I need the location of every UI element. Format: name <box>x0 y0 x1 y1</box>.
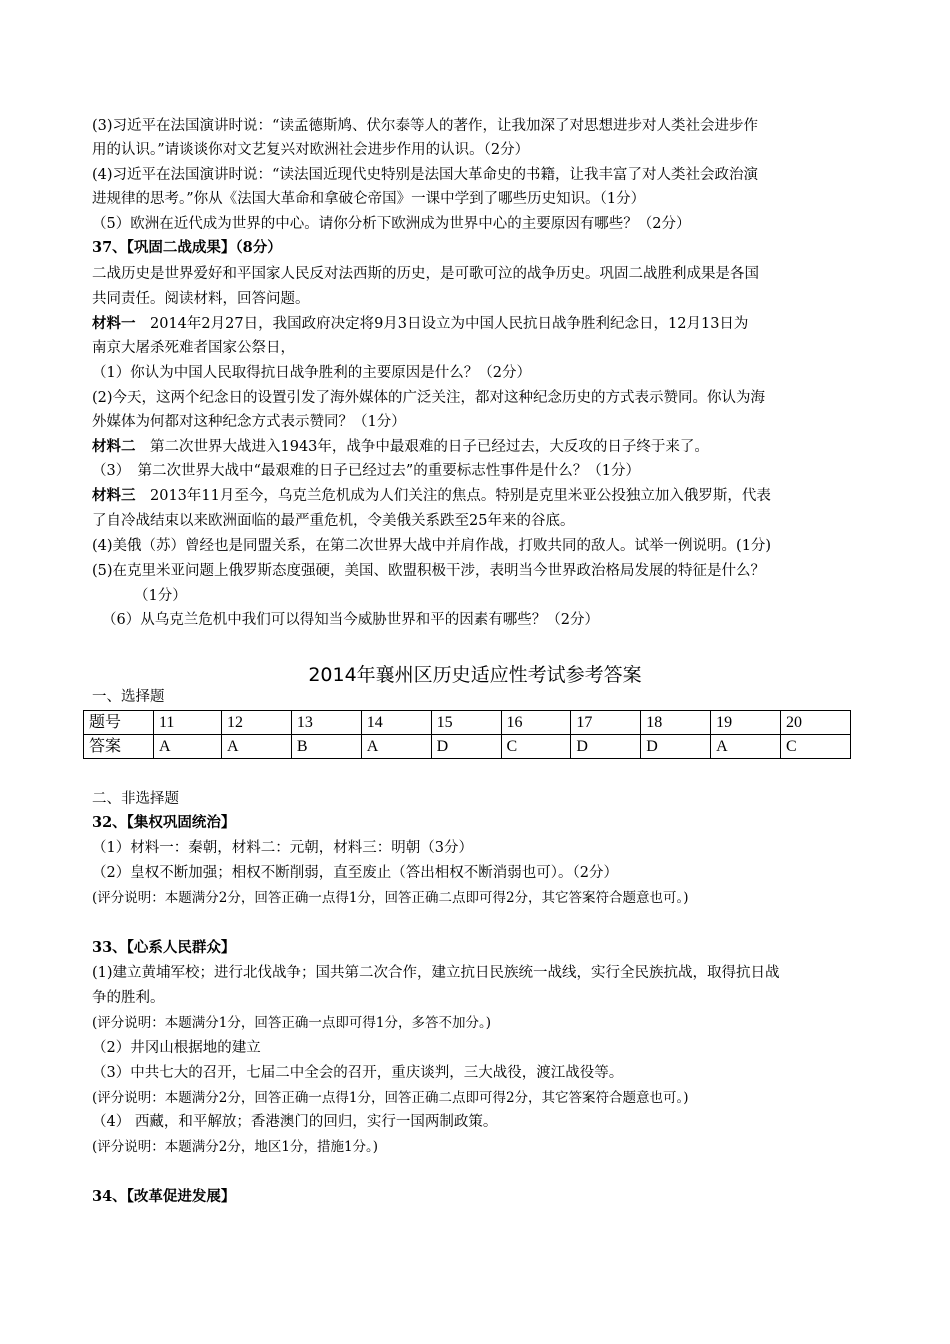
q37-part2-line2: 外媒体为何都对这种纪念方式表示赞同？（1分） <box>92 414 406 430</box>
table-cell: C <box>501 735 571 759</box>
a33-line3: （3）中共七大的召开，七届二中全会的召开，重庆谈判，三大战役，渡江战役等。 <box>92 1065 624 1081</box>
q37-intro-line2: 共同责任。阅读材料，回答问题。 <box>92 291 310 307</box>
row-label-number: 题号 <box>84 711 154 735</box>
material-3-line1 <box>92 486 771 506</box>
q36-part3-line1: (3)习近平在法国演讲时说：“读孟德斯鸠、伏尔泰等人的著作，让我加深了对思想进步对人类社会进步作 <box>92 118 758 134</box>
answer-table <box>83 710 851 759</box>
material-2 <box>92 437 709 457</box>
table-cell: D <box>431 735 501 759</box>
table-cell: 19 <box>711 711 781 735</box>
q36-part5: （5）欧洲在近代成为世界的中心。请你分析下欧洲成为世界中心的主要原因有哪些？（2分） <box>92 216 691 232</box>
section-nonchoice-heading: 二、非选择题 <box>92 791 179 807</box>
a33-scoring-note4: (评分说明：本题满分2分，地区1分，措施1分。) <box>92 1139 379 1155</box>
table-cell: A <box>361 735 431 759</box>
table-cell: A <box>222 735 292 759</box>
q37-part1: （1）你认为中国人民取得抗日战争胜利的主要原因是什么？（2分） <box>92 365 531 381</box>
answer-title: 2014年襄州区历史适应性考试参考答案 <box>308 664 642 686</box>
material-3-text: 2013年11月至今，乌克兰危机成为人们关注的焦点。特别是克里米亚公投独立加入俄罗斯，代表 <box>135 488 771 504</box>
material-2-label: 材料二 <box>92 438 136 455</box>
q37-part5-line1: (5)在克里米亚问题上俄罗斯态度强硬，美国、欧盟积极干涉，表明当今世界政治格局发展的特征是什么？ <box>92 563 766 579</box>
material-1-label: 材料一 <box>92 315 136 332</box>
a32-scoring-note: (评分说明：本题满分2分，回答正确一点得1分，回答正确二点即可得2分，其它答案符合题意也可。) <box>92 890 689 906</box>
q36-part3-line2: 用的认识。”请谈谈你对文艺复兴对欧洲社会进步作用的认识。（2分） <box>92 142 530 158</box>
material-1-line1 <box>92 314 748 334</box>
a32-line2: （2）皇权不断加强；相权不断削弱，直至废止（答出相权不断消弱也可）。（2分） <box>92 865 618 881</box>
table-cell: 16 <box>501 711 571 735</box>
q36-part4-line2: 进规律的思考。”你从《法国大革命和拿破仑帝国》一课中学到了哪些历史知识。（1分） <box>92 191 646 207</box>
q37-part3: （3） 第二次世界大战中“最艰难的日子已经过去”的重要标志性事件是什么？（1分） <box>92 463 641 479</box>
material-3-line2: 了自冷战结束以来欧洲面临的最严重危机，令美俄关系跌至25年来的谷底。 <box>92 513 575 529</box>
section-choice-heading: 一、选择题 <box>92 689 165 705</box>
material-1-text: 2014年2月27日，我国政府决定将9月3日设立为中国人民抗日战争胜利纪念日，12月13日为 <box>135 316 749 332</box>
table-cell: 14 <box>361 711 431 735</box>
table-row <box>84 711 851 735</box>
q37-intro-line1: 二战历史是世界爱好和平国家人民反对法西斯的历史，是可歌可泣的战争历史。巩固二战胜利成果是各国 <box>92 266 759 282</box>
a34-title: 34、【改革促进发展】 <box>92 1188 236 1205</box>
table-cell: A <box>711 735 781 759</box>
a33-title: 33、【心系人民群众】 <box>92 939 236 956</box>
a32-line1: （1）材料一：秦朝，材料二：元朝，材料三：明朝（3分） <box>92 840 473 856</box>
table-cell: D <box>571 735 641 759</box>
q37-part2-line1: (2)今天，这两个纪念日的设置引发了海外媒体的广泛关注，都对这种纪念历史的方式表示赞同。你认为海 <box>92 390 766 406</box>
q37-part6: （6）从乌克兰危机中我们可以得知当今威胁世界和平的因素有哪些？（2分） <box>102 612 599 628</box>
q37-title: 37、【巩固二战成果】（8分） <box>92 239 282 256</box>
a33-line1-cont: 争的胜利。 <box>92 990 165 1006</box>
q37-part5-line2: （1分） <box>134 588 187 604</box>
material-1-line2: 南京大屠杀死难者国家公祭日， <box>92 340 295 356</box>
table-cell: A <box>154 735 222 759</box>
a33-line2: （2）井冈山根据地的建立 <box>92 1040 261 1056</box>
table-cell: 12 <box>222 711 292 735</box>
a33-line4: （4） 西藏，和平解放；香港澳门的回归，实行一国两制政策。 <box>92 1114 498 1130</box>
material-2-text: 第二次世界大战进入1943年，战争中最艰难的日子已经过去，大反攻的日子终于来了。 <box>135 439 709 455</box>
table-cell: C <box>781 735 851 759</box>
table-row <box>84 735 851 759</box>
table-cell: 17 <box>571 711 641 735</box>
row-label-answer: 答案 <box>84 735 154 759</box>
table-cell: 13 <box>291 711 361 735</box>
q37-part4: (4)美俄（苏）曾经也是同盟关系，在第二次世界大战中并肩作战，打败共同的敌人。试举一例说明。(1分) <box>92 538 772 554</box>
a32-title: 32、【集权巩固统治】 <box>92 814 236 831</box>
q36-part4-line1: (4)习近平在法国演讲时说：“读法国近现代史特别是法国大革命史的书籍，让我丰富了对人类社会政治演 <box>92 167 758 183</box>
table-cell: 20 <box>781 711 851 735</box>
table-cell: B <box>291 735 361 759</box>
table-cell: 11 <box>154 711 222 735</box>
a33-line1: (1)建立黄埔军校；进行北伐战争；国共第二次合作，建立抗日民族统一战线，实行全民族抗战，取得抗日战 <box>92 965 780 981</box>
a33-scoring-note3: (评分说明：本题满分2分，回答正确一点得1分，回答正确二点即可得2分，其它答案符合题意也可。) <box>92 1090 689 1106</box>
material-3-label: 材料三 <box>92 487 136 504</box>
table-cell: 15 <box>431 711 501 735</box>
table-cell: D <box>641 735 711 759</box>
a33-scoring-note1: (评分说明：本题满分1分，回答正确一点即可得1分，多答不加分。) <box>92 1015 491 1031</box>
table-cell: 18 <box>641 711 711 735</box>
